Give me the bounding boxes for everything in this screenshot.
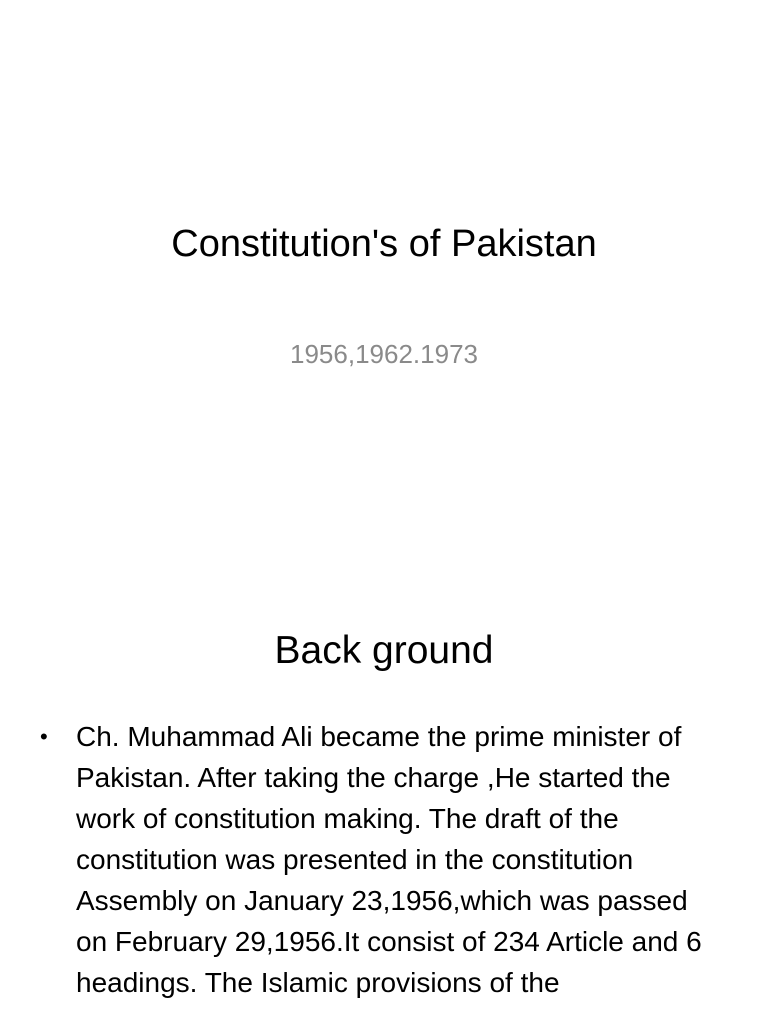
bullet-text: Ch. Muhammad Ali became the prime minister of Pakistan. After taking the charge ,He started the work of constitution making. The draft of the constitution was presented in the constitution Assembly on January 23,1956,which was passed on February 29,1956.It consist of 234 Article and 6 headings. The Islamic provisions of the [76,721,702,998]
bullet-item [40,716,720,1003]
background-slide [0,576,768,1024]
slide-heading: Back ground [274,629,494,672]
slide-subtitle: 1956,1962.1973 [290,339,478,369]
bullet-list [40,716,720,1003]
slide-title: Constitution's of Pakistan [171,223,597,265]
bullet-dot-icon: • [40,724,48,749]
